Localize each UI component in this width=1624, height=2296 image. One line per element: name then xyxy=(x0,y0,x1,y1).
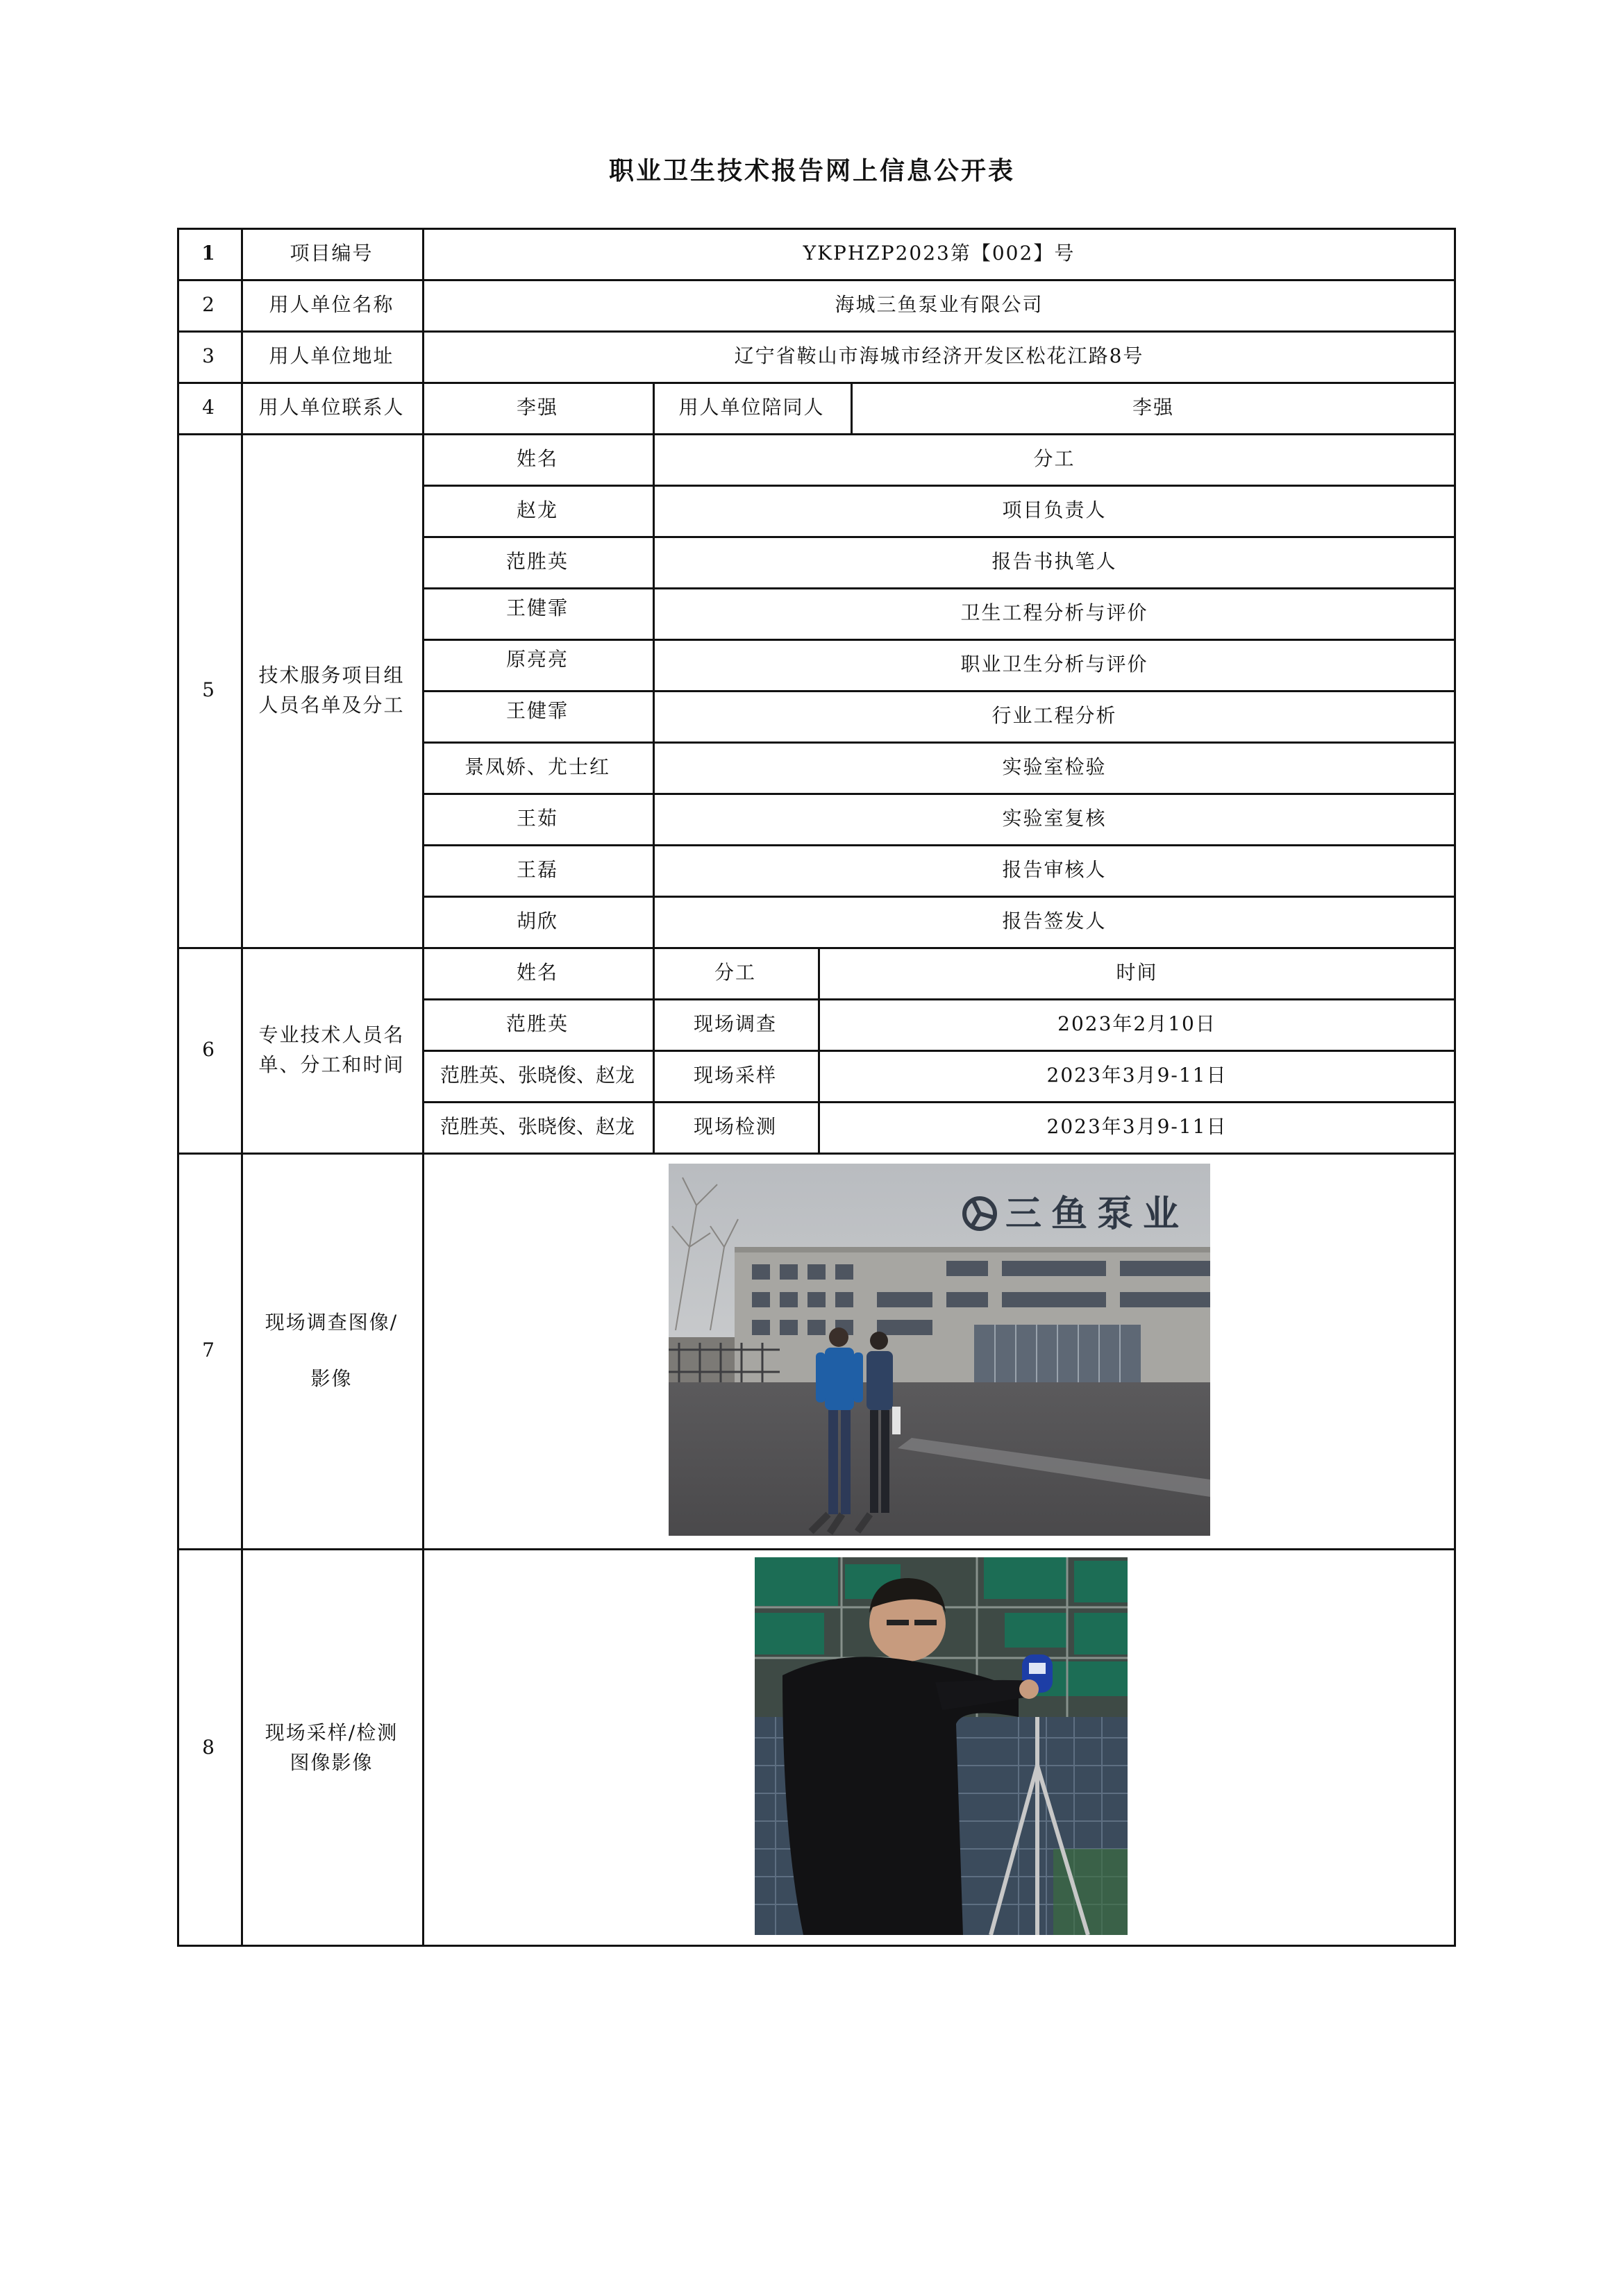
contact-person-value: 李强 xyxy=(516,396,558,419)
team-member-role: 行业工程分析 xyxy=(991,704,1117,728)
table-rule xyxy=(653,433,655,947)
staff-entry-role: 现场检测 xyxy=(693,1115,777,1139)
table-rule xyxy=(177,947,1456,949)
team-member-role: 报告审核人 xyxy=(1002,858,1107,882)
row-5-number: 5 xyxy=(202,678,216,702)
table-rule xyxy=(422,587,1456,589)
table-rule xyxy=(422,998,1456,1000)
table-border-right xyxy=(1454,228,1456,1947)
employer-name-value: 海城三鱼泵业有限公司 xyxy=(835,293,1044,317)
sign-text: 三鱼泵业 xyxy=(1005,1193,1189,1235)
team-member-role: 项目负责人 xyxy=(1002,498,1107,522)
team-header-name: 姓名 xyxy=(516,447,558,471)
info-table xyxy=(177,228,1456,1947)
team-member-role: 报告签发人 xyxy=(1002,910,1107,933)
table-border-bottom xyxy=(177,1945,1456,1947)
staff-header-role: 分工 xyxy=(714,961,756,984)
row-3-number: 3 xyxy=(202,344,216,368)
table-rule xyxy=(422,741,1456,744)
row-8-label: 现场采样/检测图像影像 xyxy=(265,1720,399,1774)
team-member-role: 报告书执笔人 xyxy=(991,550,1117,573)
row-1-label: 项目编号 xyxy=(290,242,374,265)
table-rule xyxy=(422,485,1456,487)
staff-header-name: 姓名 xyxy=(516,961,558,984)
team-member-name: 原亮亮 xyxy=(505,648,569,671)
accompany-person-value: 李强 xyxy=(1132,396,1174,419)
staff-entry-role: 现场采样 xyxy=(693,1064,777,1087)
table-rule xyxy=(177,433,1456,435)
table-rule xyxy=(422,844,1456,846)
table-rule xyxy=(653,382,655,433)
row-7-label-line2: 影像 xyxy=(310,1367,353,1390)
table-rule xyxy=(177,382,1456,384)
table-rule xyxy=(241,228,243,1947)
employer-address-value: 辽宁省鞍山市海城市经济开发区松花江路8号 xyxy=(734,344,1144,368)
table-rule xyxy=(422,228,424,1947)
team-member-name: 王健霏 xyxy=(505,596,569,619)
row-7-number: 7 xyxy=(202,1339,216,1362)
sampling-photo xyxy=(755,1557,1128,1935)
table-rule xyxy=(422,536,1456,538)
team-member-role: 卫生工程分析与评价 xyxy=(960,601,1148,625)
row-4-label: 用人单位联系人 xyxy=(258,396,405,419)
table-rule xyxy=(653,947,655,1153)
staff-entry-role: 现场调查 xyxy=(693,1012,777,1036)
table-rule xyxy=(177,279,1456,281)
table-rule xyxy=(177,330,1456,333)
staff-entry-time: 2023年3月9-11日 xyxy=(1046,1115,1228,1139)
team-member-name: 景凤娇、尤士红 xyxy=(464,755,610,779)
team-member-name: 范胜英 xyxy=(505,550,569,573)
table-rule xyxy=(177,1153,1456,1155)
project-number-value: YKPHZP2023第【002】号 xyxy=(803,242,1075,265)
team-member-name: 王磊 xyxy=(516,858,558,882)
staff-entry-time: 2023年3月9-11日 xyxy=(1046,1064,1228,1087)
staff-header-time: 时间 xyxy=(1116,961,1158,984)
table-rule xyxy=(851,382,853,433)
row-6-label: 专业技术人员名单、分工和时间 xyxy=(258,1023,405,1076)
row-8-number: 8 xyxy=(202,1736,216,1759)
table-rule xyxy=(422,1050,1456,1052)
table-rule xyxy=(818,947,820,1153)
row-1-number: 1 xyxy=(201,242,217,265)
row-4-number: 4 xyxy=(202,396,216,419)
team-member-role: 职业卫生分析与评价 xyxy=(960,653,1148,676)
staff-entry-name: 范胜英 xyxy=(505,1012,569,1036)
team-member-name: 赵龙 xyxy=(516,498,558,522)
staff-entry-name: 范胜英、张晓俊、赵龙 xyxy=(440,1064,635,1087)
table-border-left xyxy=(177,228,179,1947)
row-6-number: 6 xyxy=(202,1038,216,1062)
page-title: 职业卫生技术报告网上信息公开表 xyxy=(608,156,1015,185)
staff-entry-time: 2023年2月10日 xyxy=(1057,1012,1216,1036)
row-3-label: 用人单位地址 xyxy=(269,344,394,368)
table-rule xyxy=(422,1101,1456,1103)
site-survey-photo xyxy=(669,1164,1210,1536)
team-member-role: 实验室检验 xyxy=(1002,755,1107,779)
table-rule xyxy=(422,639,1456,641)
team-member-name: 胡欣 xyxy=(516,910,558,933)
table-rule xyxy=(422,896,1456,898)
staff-entry-name: 范胜英、张晓俊、赵龙 xyxy=(440,1115,635,1139)
team-member-role: 实验室复核 xyxy=(1002,807,1107,830)
table-rule xyxy=(177,1548,1456,1550)
table-rule xyxy=(422,793,1456,795)
row-2-number: 2 xyxy=(202,293,216,317)
table-rule xyxy=(422,690,1456,692)
row-2-label: 用人单位名称 xyxy=(269,293,394,317)
team-member-name: 王茹 xyxy=(516,807,558,830)
team-header-role: 分工 xyxy=(1033,447,1075,471)
row-5-label: 技术服务项目组人员名单及分工 xyxy=(258,663,405,717)
row-7-label xyxy=(255,1153,408,1548)
team-member-name: 王健霏 xyxy=(505,699,569,722)
row-7-label-line1: 现场调查图像/ xyxy=(265,1310,399,1334)
table-border-top xyxy=(177,228,1456,230)
accompany-label: 用人单位陪同人 xyxy=(678,396,825,419)
